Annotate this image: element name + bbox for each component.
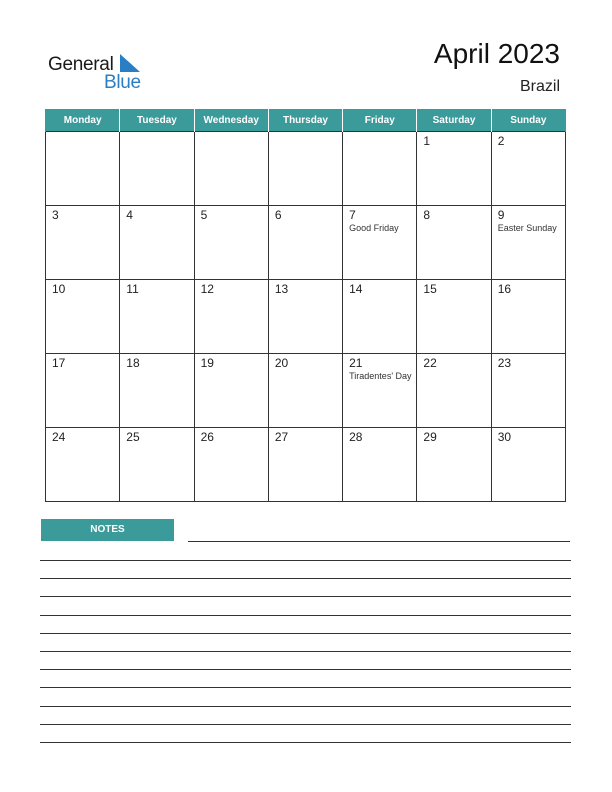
calendar-grid xyxy=(45,109,566,502)
day-number: 23 xyxy=(497,356,512,370)
day-number: 27 xyxy=(274,430,289,444)
day-number: 1 xyxy=(423,134,431,148)
day-cell xyxy=(417,132,491,206)
weekday-header: Friday xyxy=(343,109,417,132)
note-line xyxy=(40,742,571,743)
day-number: 24 xyxy=(52,430,66,444)
weekday-header: Tuesday xyxy=(120,109,194,132)
day-cell xyxy=(417,428,491,502)
day-number: 2 xyxy=(497,134,505,148)
week-row xyxy=(46,280,566,354)
day-number: 3 xyxy=(52,208,59,222)
day-cell xyxy=(491,206,565,280)
holiday-label: Easter Sunday xyxy=(497,223,557,233)
day-cell xyxy=(268,280,342,354)
day-number: 29 xyxy=(423,430,437,444)
day-cell xyxy=(46,206,120,280)
day-number: 16 xyxy=(497,282,512,296)
day-number: 30 xyxy=(497,430,512,444)
day-cell xyxy=(46,132,120,206)
day-number: 9 xyxy=(497,208,505,222)
day-cell xyxy=(194,428,268,502)
day-number: 7 xyxy=(349,208,356,222)
day-cell xyxy=(343,428,417,502)
day-number: 25 xyxy=(126,430,140,444)
day-number: 14 xyxy=(349,282,363,296)
day-cell xyxy=(268,132,342,206)
day-number: 8 xyxy=(423,208,431,222)
day-cell xyxy=(491,132,565,206)
day-number: 15 xyxy=(423,282,437,296)
weekday-header: Thursday xyxy=(268,109,342,132)
day-cell xyxy=(343,206,417,280)
holiday-label: Tiradentes' Day xyxy=(349,371,412,381)
note-line xyxy=(40,651,571,652)
day-number: 11 xyxy=(126,282,139,296)
note-line xyxy=(40,687,571,688)
day-cell xyxy=(268,206,342,280)
day-cell xyxy=(46,280,120,354)
day-cell xyxy=(417,354,491,428)
day-cell xyxy=(46,354,120,428)
country-name: Brazil xyxy=(519,78,560,95)
day-cell xyxy=(417,206,491,280)
day-number: 19 xyxy=(200,356,214,370)
day-cell xyxy=(194,354,268,428)
day-cell xyxy=(194,280,268,354)
day-cell xyxy=(268,354,342,428)
note-line xyxy=(40,724,571,725)
logo-triangle-icon xyxy=(120,54,142,74)
day-cell xyxy=(417,280,491,354)
notes-label: NOTES xyxy=(41,519,174,541)
day-cell xyxy=(491,428,565,502)
note-line xyxy=(40,560,571,561)
day-number: 17 xyxy=(52,356,66,370)
week-row xyxy=(46,428,566,502)
day-number: 18 xyxy=(126,356,140,370)
note-line xyxy=(40,669,571,670)
logo-word-general: General xyxy=(48,54,114,75)
day-cell xyxy=(120,132,194,206)
note-line xyxy=(40,596,571,597)
logo-word-blue: Blue xyxy=(104,72,141,93)
week-row xyxy=(46,132,566,206)
note-line xyxy=(40,615,571,616)
weekday-header: Sunday xyxy=(491,109,565,132)
day-cell xyxy=(343,354,417,428)
weekday-header: Wednesday xyxy=(194,109,268,132)
day-cell xyxy=(194,132,268,206)
holiday-label: Good Friday xyxy=(349,223,399,233)
day-number: 20 xyxy=(274,356,289,370)
day-cell xyxy=(120,428,194,502)
day-cell xyxy=(120,280,194,354)
day-cell xyxy=(343,132,417,206)
day-cell xyxy=(194,206,268,280)
month-title: April 2023 xyxy=(433,38,560,69)
day-cell xyxy=(491,354,565,428)
day-number: 10 xyxy=(52,282,66,296)
day-number: 6 xyxy=(274,208,282,222)
day-number: 21 xyxy=(349,356,363,370)
day-number: 13 xyxy=(274,282,289,296)
note-line xyxy=(40,578,571,579)
day-cell xyxy=(46,428,120,502)
generalblue-logo xyxy=(48,52,148,92)
day-number: 12 xyxy=(200,282,214,296)
note-line xyxy=(40,706,571,707)
week-row xyxy=(46,206,566,280)
weekday-header: Saturday xyxy=(417,109,491,132)
day-number: 5 xyxy=(200,208,208,222)
day-number: 22 xyxy=(423,356,437,370)
day-cell xyxy=(120,206,194,280)
weekday-header-row xyxy=(46,109,566,132)
note-line xyxy=(188,541,570,542)
day-number: 26 xyxy=(200,430,214,444)
note-line xyxy=(40,633,571,634)
day-number: 28 xyxy=(349,430,363,444)
day-cell xyxy=(343,280,417,354)
day-cell xyxy=(120,354,194,428)
day-number: 4 xyxy=(126,208,133,222)
day-cell xyxy=(268,428,342,502)
week-row xyxy=(46,354,566,428)
weekday-header: Monday xyxy=(46,109,120,132)
day-cell xyxy=(491,280,565,354)
